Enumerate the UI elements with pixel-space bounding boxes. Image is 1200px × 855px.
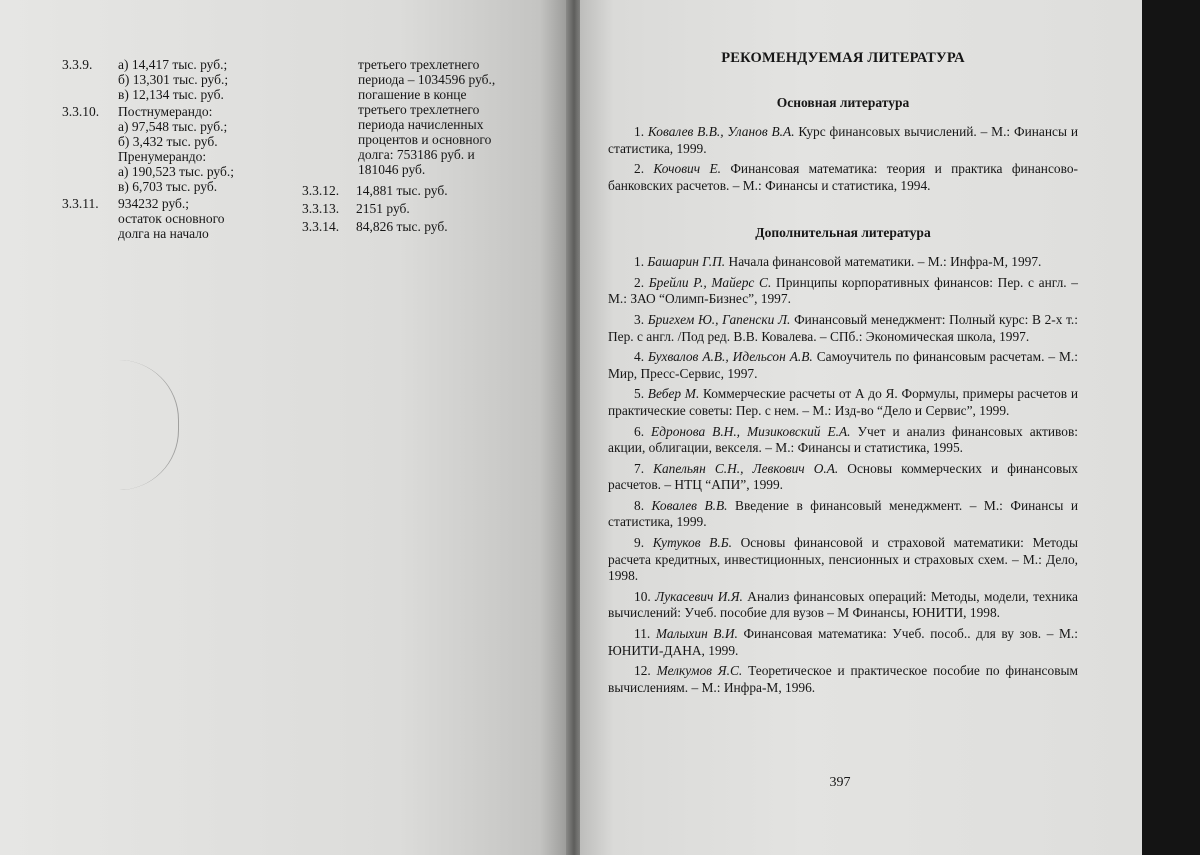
reference-number: 1.	[634, 254, 645, 270]
reference-number: 2.	[634, 274, 645, 290]
reference-text: Принципы корпоративных финансов: Пер. с англ. – М.: ЗАО “Олимп-Бизнес”, 1997.	[608, 274, 1078, 307]
reference-author: Бухвалов А.В., Идельсон А.В.	[648, 349, 813, 365]
bibliography	[608, 50, 1078, 700]
reference-author: Малыхин В.И.	[655, 626, 738, 642]
reference-number: 7.	[634, 460, 645, 476]
reference-text: Финансовая математика: теория и практика финансово-банковских расчетов. – М.: Финансы и статистика, 1994.	[608, 161, 1078, 193]
answer-number: 3.3.9.	[62, 57, 93, 72]
reference-author: Кочович Е.	[653, 161, 721, 177]
reference-text: Самоучитель по финансовым расчетам. – М.: Мир, Пресс-Сервис, 1997.	[608, 349, 1078, 381]
reference-number: 4.	[634, 349, 645, 365]
reference-author: Брейли Р., Майерс С.	[648, 274, 772, 290]
answer-number: 3.3.11.	[62, 196, 99, 211]
section-title-main: Основная литература	[776, 94, 910, 110]
answer-text: 14,881 тыс. руб.	[356, 183, 448, 198]
answer-item	[302, 201, 522, 216]
answer-text: 84,826 тыс. руб.	[356, 219, 448, 234]
reference-number: 11.	[634, 626, 651, 642]
answer-item	[302, 219, 522, 234]
reference-text: Начала финансовой математики. – М.: Инфра-М, 1997.	[725, 254, 1042, 270]
reference-item	[608, 626, 1078, 659]
reference-item	[608, 663, 1078, 696]
answer-item	[62, 57, 302, 102]
reference-text: Введение в финансовый менеджмент. – М.: Финансы и статистика, 1999.	[608, 497, 1079, 530]
reference-item	[608, 254, 1078, 271]
reference-number: 3.	[634, 311, 645, 327]
reference-text: Учет и анализ финансовых активов: акции, облигации, векселя. – М.: Финансы и статистика, 1995.	[608, 423, 1078, 456]
reference-number: 10.	[634, 588, 651, 604]
reference-item	[608, 312, 1078, 345]
reference-author: Ковалев В.В.	[651, 497, 728, 513]
answers-column-2	[302, 183, 522, 237]
reference-number: 8.	[634, 497, 645, 513]
answer-text: Постнумерандо: а) 97,548 тыс. руб.; б) 3,432 тыс. руб. Пренумерандо: а) 190,523 тыс. руб.; в) 6,703 тыс. руб.	[118, 104, 234, 194]
reference-number: 6.	[634, 423, 645, 439]
reference-item	[608, 461, 1078, 494]
answer-number: 3.3.10.	[62, 104, 100, 119]
reference-item	[608, 349, 1078, 382]
reference-author: Ковалев В.В., Уланов В.А.	[647, 124, 795, 140]
reference-number: 12.	[634, 663, 651, 679]
answer-number: 3.3.14.	[302, 219, 340, 234]
reference-item	[608, 424, 1078, 457]
reference-text: Финансовый менеджмент: Полный курс: В 2-х т.: Пер. с англ. /Под ред. В.В. Ковалева. – СПб.: Экономическая школа, 1997.	[608, 311, 1078, 344]
page-number: 397	[829, 775, 851, 790]
reference-number: 2.	[634, 161, 645, 177]
reference-text: Курс финансовых вычислений. – М.: Финансы и статистика, 1999.	[608, 124, 1078, 156]
page-title: РЕКОМЕНДУЕМАЯ ЛИТЕРАТУРА	[721, 50, 965, 66]
reference-item	[608, 498, 1078, 531]
reference-item	[608, 275, 1078, 308]
reference-author: Бригхем Ю., Гапенски Л.	[647, 311, 791, 327]
reference-author: Капельян С.Н., Левкович О.А.	[653, 460, 839, 476]
reference-number: 1.	[634, 124, 645, 140]
reference-author: Мелкумов Я.С.	[656, 663, 743, 679]
reference-item	[608, 589, 1078, 622]
answer-item	[302, 183, 522, 198]
reference-author: Едронова В.Н., Мизиковский Е.А.	[651, 423, 851, 439]
answer-continuation: третьего трехлетнего периода – 1034596 руб., погашение в конце третьего трехлетнего периода начисленных процентов и основного долга: 753186 руб. и 181046 руб.	[358, 57, 496, 177]
reference-number: 9.	[634, 535, 645, 551]
reference-text: Основы финансовой и страховой математики: Методы расчета кредитных, инвестиционных, пенсионных и страховых схем. – М.: Дело, 1998.	[608, 535, 1078, 584]
reference-author: Вебер М.	[647, 386, 700, 402]
reference-author: Башарин Г.П.	[647, 254, 726, 270]
section-title-additional: Дополнительная литература	[755, 224, 931, 240]
scan-edge	[1142, 0, 1200, 855]
reference-text: Теоретическое и практическое пособие по финансовым вычислениям. – М.: Инфра-М, 1996.	[608, 663, 1078, 695]
answer-item	[62, 196, 302, 241]
reference-item	[608, 124, 1078, 157]
reference-author: Лукасевич И.Я.	[655, 588, 743, 604]
reference-author: Кутуков В.Б.	[652, 535, 732, 551]
answers-column-1	[62, 57, 302, 243]
reference-text: Основы коммерческих и финансовых расчетов. – НТЦ “АПИ”, 1999.	[608, 460, 1078, 493]
answer-text: а) 14,417 тыс. руб.; б) 13,301 тыс. руб.; в) 12,134 тыс. руб.	[118, 57, 229, 102]
answer-number: 3.3.12.	[302, 183, 340, 198]
reference-item	[608, 161, 1078, 194]
reference-text: Финансовая математика: Учеб. пособ.. для ву зов. – М.: ЮНИТИ-ДАНА, 1999.	[608, 626, 1078, 658]
reference-number: 5.	[634, 386, 645, 402]
reference-text: Анализ финансовых операций: Методы, модели, техника вычислений: Учеб. пособие для вузов – М Финансы, ЮНИТИ, 1998.	[608, 588, 1078, 621]
answer-number: 3.3.13.	[302, 201, 340, 216]
answer-item	[62, 104, 302, 194]
answer-text: 2151 руб.	[356, 201, 410, 216]
reference-text: Коммерческие расчеты от А до Я. Формулы, примеры расчетов и практические советы: Пер. с нем. – М.: Изд-во “Дело и Сервис”, 1999.	[608, 386, 1078, 418]
reference-item	[608, 386, 1078, 419]
reference-item	[608, 535, 1078, 585]
answer-text: 934232 руб.; остаток основного долга на начало	[118, 196, 225, 241]
